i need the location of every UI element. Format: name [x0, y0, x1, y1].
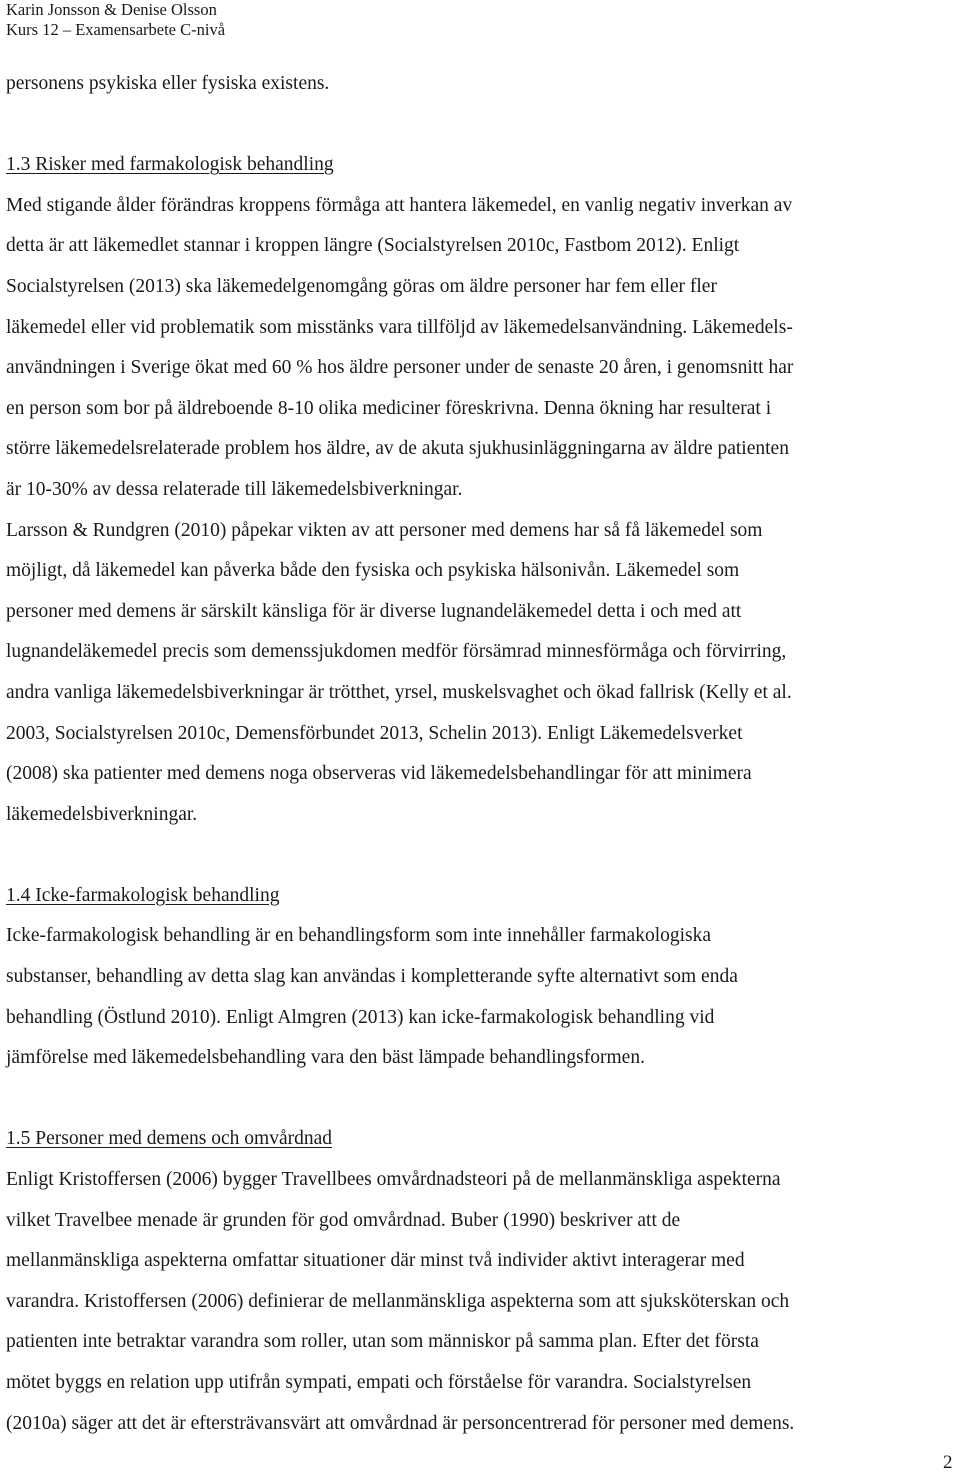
text-line: andra vanliga läkemedelsbiverkningar är trötthet, yrsel, muskelsvaghet och ökad fallrisk (Kelly et al. — [6, 681, 792, 703]
text-line: personer med demens är särskilt känsliga för är diverse lugnandeläkemedel detta i och med att — [6, 600, 742, 622]
section-1-4-paragraph — [6, 916, 954, 1078]
text-line: användningen i Sverige ökat med 60 % hos äldre personer under de senaste 20 åren, i genomsnitt har — [6, 357, 794, 379]
page-number: 2 — [943, 1452, 953, 1473]
text-line: varandra. Kristoffersen (2006) definierar de mellanmänskliga aspekterna som att sjuksköterskan och — [6, 1290, 790, 1312]
section-heading-1-4-text: 1.4 Icke-farmakologisk behandling — [6, 884, 280, 906]
section-heading-1-4 — [6, 876, 954, 917]
text-line: Icke-farmakologisk behandling är en behandlingsform som inte innehåller farmakologiska — [6, 925, 712, 947]
text-line: Socialstyrelsen (2013) ska läkemedelgenomgång göras om äldre personer har fem eller fler — [6, 275, 717, 297]
section-heading-1-3-text: 1.3 Risker med farmakologisk behandling — [6, 154, 334, 176]
text-line: (2008) ska patienter med demens noga observeras vid läkemedelsbehandlingar för att minimera — [6, 763, 752, 785]
paragraph-gap — [6, 1079, 954, 1120]
text-line: läkemedel eller vid problematik som misstänks vara tillföljd av läkemedelsanvändning. Läkemedels- — [6, 316, 793, 338]
section-heading-1-5-text: 1.5 Personer med demens och omvårdnad — [6, 1128, 332, 1150]
text-line: möjligt, då läkemedel kan påverka både den fysiska och psykiska hälsonivån. Läkemedel som — [6, 560, 740, 582]
text-line: mötet byggs en relation upp utifrån sympati, empati och förståelse för varandra. Socialstyrelsen — [6, 1372, 752, 1393]
section-heading-1-5 — [6, 1119, 954, 1160]
body-text — [6, 64, 954, 1444]
text-line: en person som bor på äldreboende 8-10 olika mediciner föreskrivna. Denna ökning har resulterat i — [6, 397, 772, 419]
section-heading-1-3 — [6, 145, 954, 186]
text-line: jämförelse med läkemedelsbehandling vara den bäst lämpade behandlingsformen. — [6, 1047, 645, 1069]
text-line: Larsson & Rundgren (2010) påpekar vikten av att personer med demens har så få läkemedel som — [6, 519, 763, 541]
text-line: (2010a) säger att det är eftersträvansvärt att omvårdnad är personcentrerad för personer med demens. — [6, 1412, 795, 1434]
header-course: Kurs 12 – Examensarbete C-nivå — [6, 20, 226, 39]
text-line: behandling (Östlund 2010). Enligt Almgren (2013) kan icke-farmakologisk behandling vid — [6, 1006, 715, 1028]
paragraph-gap — [6, 835, 954, 876]
text-line: läkemedelsbiverkningar. — [6, 803, 198, 825]
header-authors: Karin Jonsson & Denise Olsson — [6, 0, 217, 19]
text-line: patienten inte betraktar varandra som roller, utan som människor på samma plan. Efter det första — [6, 1331, 759, 1353]
section-1-3-paragraph — [6, 186, 954, 836]
text-line: 2003, Socialstyrelsen 2010c, Demensförbundet 2013, Schelin 2013). Enligt Läkemedelsverket — [6, 722, 743, 744]
continuation-line: personens psykiska eller fysiska existens. — [6, 73, 330, 94]
text-line: är 10-30% av dessa relaterade till läkemedelsbiverkningar. — [6, 478, 463, 500]
text-line: större läkemedelsrelaterade problem hos äldre, av de akuta sjukhusinläggningarna av äldre patienten — [6, 438, 789, 460]
paragraph-gap — [6, 105, 954, 146]
section-1-5-paragraph — [6, 1160, 954, 1444]
text-line: mellanmänskliga aspekterna omfattar situationer där minst två individer aktivt interagerar med — [6, 1250, 745, 1272]
running-header — [6, 0, 225, 40]
text-line: Enligt Kristoffersen (2006) bygger Travellbees omvårdnadsteori på de mellanmänskliga aspekterna — [6, 1169, 781, 1191]
text-line: detta är att läkemedlet stannar i kroppen längre (Socialstyrelsen 2010c, Fastbom 2012). Enligt — [6, 235, 740, 257]
text-line: vilket Travelbee menade är grunden för god omvårdnad. Buber (1990) beskriver att de — [6, 1209, 681, 1231]
text-line: Med stigande ålder förändras kroppens förmåga att hantera läkemedel, en vanlig negativ inverkan av — [6, 194, 793, 216]
text-line: substanser, behandling av detta slag kan användas i kompletterande syfte alternativt som enda — [6, 966, 738, 988]
text-line: lugnandeläkemedel precis som demenssjukdomen medför försämrad minnesförmåga och förvirring, — [6, 641, 787, 663]
